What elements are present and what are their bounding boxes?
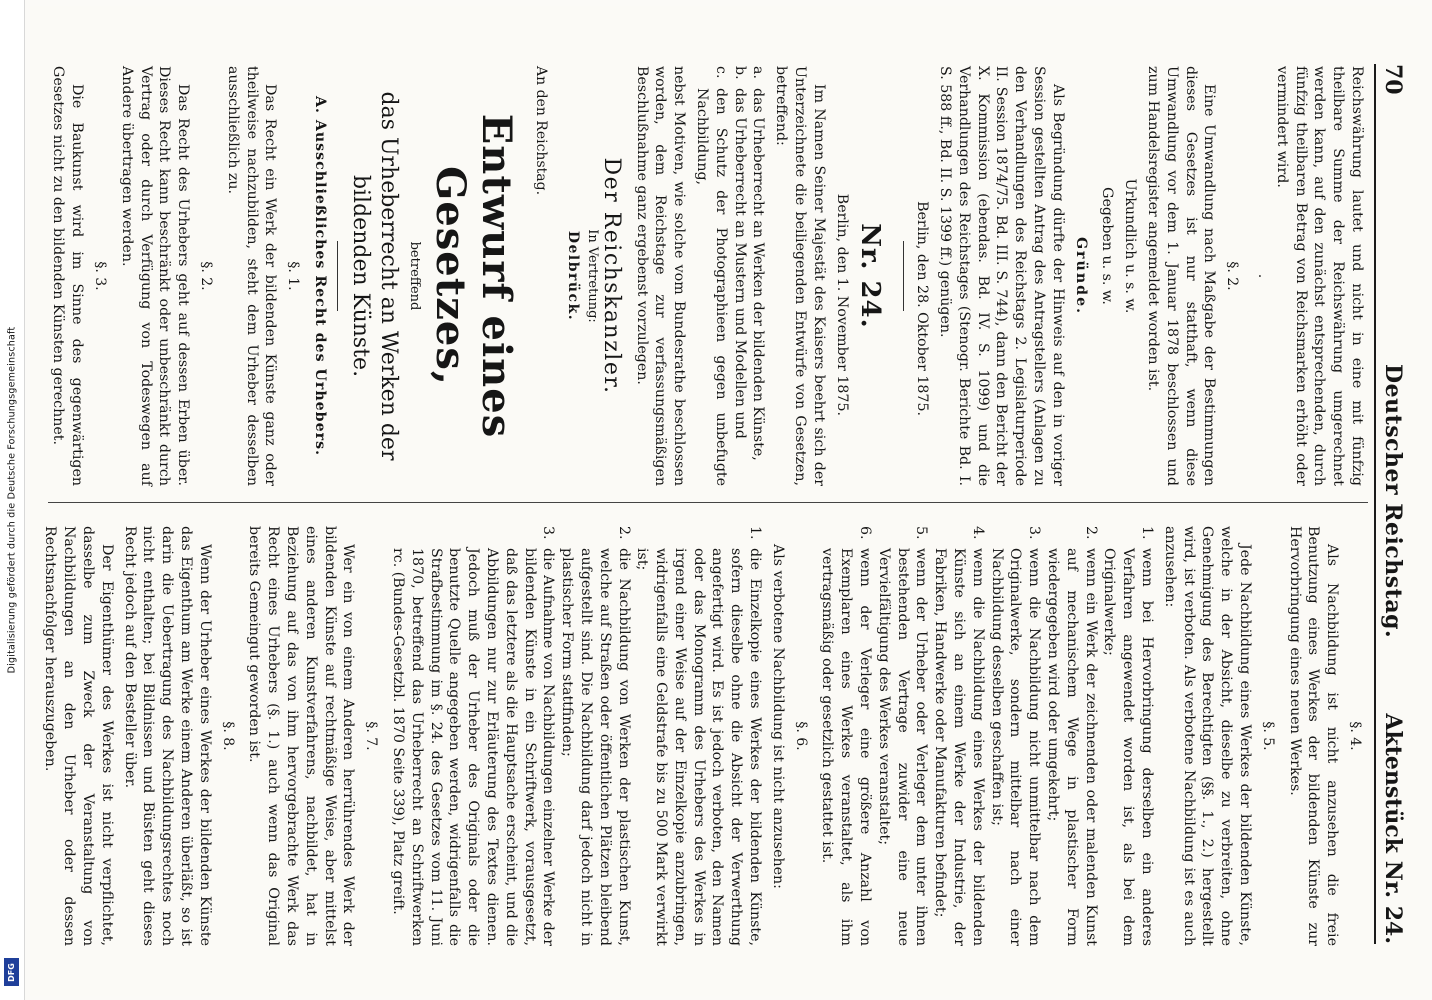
list-marker: 3. — [540, 526, 557, 540]
list-text: wenn die Nachbildung eines Werkes der bildenden Künste sich an einem Werke der Industrie, der Fabriken, Handwerke oder Manufakturen befindet; — [932, 548, 986, 946]
list-text: das Urheberrecht an Mustern und Modellen und — [731, 88, 748, 439]
separator-rule — [337, 241, 338, 311]
item-list — [388, 526, 764, 946]
draft-title: Entwurf eines Gesetzes, — [426, 113, 520, 439]
section-number: §. 8. — [219, 721, 236, 751]
list-item — [749, 66, 768, 486]
paragraph: Wer ein von einem Anderen herrührendes Werk der bildenden Künste auf rechtmäßige Weise, aber mittelst eines anderen Kunstverfahrens, nachbildet, hat in Beziehung auf das von ihm hervorgebrachte Werk das Recht eines Urhebers (§. 1.) auch wenn das Original bereits Gemeingut geworden ist. — [246, 526, 357, 946]
list-item — [633, 526, 765, 946]
page-header — [1374, 64, 1410, 944]
list-marker: b. — [731, 66, 748, 80]
list-text: wenn die Nachbildung nicht unmittelbar nach dem Originalwerke, sondern mittelbar nach einer Nachbildung desselben geschaffen ist; — [988, 548, 1043, 946]
column-divider — [48, 502, 1368, 503]
list-marker: 3. — [1026, 526, 1043, 540]
section-number: §. 2. — [197, 261, 214, 291]
list-item — [930, 526, 986, 946]
document-number: Aktenstück Nr. 24. — [1380, 713, 1406, 944]
paragraph: nebst Motiven, wie solche vom Bundesrathe beschlossen worden, dem Reichstage zur verfassungsmäßigen Beschlußnahme ganz ergebenst vorzulegen. — [633, 66, 688, 486]
item-list — [692, 66, 767, 486]
list-item — [1100, 526, 1156, 946]
list-item — [874, 526, 930, 946]
betreffend-label: betreffend — [406, 241, 422, 311]
address-line: An den Reichstag. — [532, 66, 549, 196]
page-number: 70 — [1380, 64, 1406, 95]
list-item — [730, 66, 749, 486]
list-marker: a. — [750, 66, 767, 79]
list-text: wenn bei Hervorbringung derselben ein anderes Verfahren angewendet worden ist, als bei dem Originalwerke; — [1101, 548, 1156, 946]
rotated-sheet — [30, 6, 1420, 996]
list-item — [818, 526, 874, 946]
section-number: §. 7. — [363, 721, 380, 751]
section-number: §. 3. — [91, 261, 108, 291]
date-line: Berlin, den 1. November 1875. — [833, 193, 850, 416]
publication-title: Deutscher Reichstag. — [1380, 364, 1406, 639]
list-marker: 1. — [1139, 526, 1156, 540]
paragraph: Jede Nachbildung eines Werkes der bildenden Künste, welche in der Absicht, dieselbe zu verbreiten, ohne Genehmigung des Berechtigten (§§. 1., 2.) hergestellt wird, ist verboten. Als verbotene Nachbildung ist es auch anzusehen: — [1161, 526, 1254, 946]
list-text: wenn der Urheber oder Verleger dem unter ihnen bestehenden Vertrage zuwider eine neue Vervielfältigung des Werkes veranstaltet; — [875, 548, 930, 946]
sheet-content — [30, 6, 1420, 996]
date-line: Berlin, den 28. Oktober 1875. — [914, 201, 931, 416]
list-marker: c. — [712, 66, 729, 79]
dfg-logo — [4, 958, 19, 986]
closing-formula: Urkundlich u. s. w. — [1122, 178, 1139, 314]
left-column — [45, 66, 1366, 486]
section-number: §. 5. — [1259, 721, 1276, 751]
paragraph: Die Baukunst wird im Sinne des gegenwärtigen Gesetzes nicht zu den bildenden Künsten gerechnet. — [50, 66, 86, 486]
document-heading: Nr. 24. — [855, 223, 886, 329]
paragraph: Als verbotene Nachbildung ist nicht anzusehen: — [769, 544, 786, 889]
deputy-line: In Vertretung: — [585, 229, 601, 323]
list-text: wenn ein Werk der zeichnenden oder malenden Kunst auf mechanischem Wege in plastischer Form wiedergegeben wird oder umgekehrt; — [1045, 548, 1099, 946]
section-number: §. 1. — [285, 261, 302, 291]
section-number: §. 6. — [792, 721, 809, 751]
draft-subject: das Urheberrecht an Werken der bildenden Künste. — [347, 91, 401, 461]
paragraph: Als Begründung dürfte der Hinweis auf den in voriger Session gestellten Antrag des Antragstellers (Anlagen zu den Verhandlungen des Reichstags 2. Legislaturperiode II. Session 1874/75. Bd. III. S. 744), dann den Bericht der X. Kommission (ebendas. Bd. IV. S. 1099) und die Verhandlungen des Reichstages (Stenogr. Berichte Bd. I. S. 588 ff., Bd. II. S. 1399 ff.) genügen. — [937, 66, 1066, 486]
paragraph: Wenn der Urheber eines Werkes der bildenden Künste das Eigenthum am Werke einem Anderen überläßt, so ist darin die Uebertragung des Nachbildungsrechtes noch nicht enthalten; bei Bildnissen und Büsten geht dieses Recht jedoch auf den Besteller über. — [121, 526, 213, 946]
list-text: die Aufnahme von Nachbildungen einzelner Werke der bildenden Künste in ein Schriftwerk, vorausgesetzt, daß das letztere als die Hauptsache erscheint, und die Abbildungen nur zur Erläuterung des Textes dienen. Jedoch muß der Urheber des Originals oder die benutzte Quelle angegeben werden, widrigenfalls die Strafbestimmung im §. 24. des Gesetzes vom 11. Juni 1870, betreffend das Urheberrecht an Schriftwerken rc. (Bundes-Gesetzbl. 1870 Seite 339), Platz greift. — [389, 548, 557, 946]
list-text: den Schutz der Photographieen gegen unbefugte Nachbildung, — [694, 88, 729, 486]
closing-formula: Gegeben u. s. w. — [1099, 187, 1116, 305]
section-heading: Gründe. — [1072, 236, 1089, 316]
signature-block — [564, 66, 624, 486]
chancellor-title: Der Reichskanzler. — [598, 157, 624, 395]
section-number: §. 2. — [1224, 261, 1241, 291]
paragraph: Der Eigenthümer des Werkes ist nicht verpflichtet, dasselbe zum Zweck der Veranstaltung von Nachbildungen an den Urheber oder dessen Rechtsnachfolger herauszugeben. — [42, 526, 115, 946]
dot-mark: · — [1251, 273, 1268, 279]
paragraph: Als Nachbildung ist nicht anzusehen die freie Benutzung eines Werkes der bildenden Künste zur Hervorbringung eines neuen Werkes. — [1286, 526, 1341, 946]
digitization-notice-text: Digitalisierung gefördert durch die Deutsche Forschungsgemeinschaft — [6, 326, 18, 674]
signatory-name: Delbrück. — [565, 230, 582, 322]
list-item — [388, 526, 557, 946]
section-heading: A. Ausschließliches Recht des Urhebers. — [311, 95, 328, 457]
paragraph: Das Recht des Urhebers geht auf dessen Erben über. Dieses Recht kann beschränkt oder unbeschränkt durch Vertrag oder durch Verfügung von Todeswegen auf Andere übertragen werden. — [118, 66, 192, 486]
list-text: die Einzelkopie eines Werkes der bildenden Künste, sofern dieselbe ohne die Absicht der Verwerthung angefertigt wird. Es ist jedoch verboten, den Namen oder das Monogramm des Urhebers des Werkes in irgend einer Weise auf der Einzelkopie anzubringen, widrigenfalls eine Geldstrafe bis zu 500 Mark verwirkt ist; — [634, 548, 764, 946]
list-item — [987, 526, 1043, 946]
list-marker: 5. — [913, 526, 930, 540]
dfg-logo-text: DFG — [7, 962, 17, 982]
list-marker: 1. — [747, 526, 764, 540]
paragraph: Im Namen Seiner Majestät des Kaisers beehrt sich der Unterzeichnete die beiliegenden Entwürfe von Gesetzen, betreffend: — [773, 66, 827, 486]
section-number: §. 4. — [1347, 721, 1363, 751]
paragraph: Eine Umwandlung nach Maßgabe der Bestimmungen dieses Gesetzes ist nur statthaft, wenn diese Umwandlung vor dem 1. Januar 1878 beschlossen und zum Handelsregister angemeldet worden ist. — [1145, 66, 1218, 486]
digitization-notice — [0, 0, 25, 1000]
list-text: wenn der Verleger eine größere Anzahl von Exemplaren eines Werkes veranstaltet, als ihm vertragsmäßig oder gesetzlich gestattet ist. — [819, 548, 874, 946]
item-list — [818, 526, 1156, 946]
list-text: die Nachbildung von Werken der plastischen Kunst, welche auf Straßen oder öffentlichen Plätzen bleibend aufgestellt sind. Die Nachbildung darf jedoch nicht in plastischer Form stattfinden; — [559, 548, 632, 946]
list-text: das Urheberrecht an Werken der bildenden Künste, — [750, 88, 767, 461]
list-item — [1043, 526, 1099, 946]
list-marker: 2. — [615, 526, 632, 540]
list-marker: 6. — [857, 526, 874, 540]
right-column — [37, 526, 1366, 946]
paragraph: Das Recht ein Werk der bildenden Künste ganz oder theilweise nachzubilden, steht dem Urheber desselben ausschließlich zu. — [224, 66, 279, 486]
separator-rule — [903, 241, 904, 311]
list-item — [557, 526, 632, 946]
list-marker: 4. — [969, 526, 986, 540]
list-item — [692, 66, 730, 486]
paragraph: Reichswährung lautet und nicht in eine mit fünfzig theilbare Summe der Reichswährung umgerechnet werden kann, auf den zunächst entsprechenden, durch fünfzig theilbaren Betrag von Reichsmarken erhöht oder vermindert wird. — [1273, 66, 1365, 486]
list-marker: 2. — [1082, 526, 1099, 540]
